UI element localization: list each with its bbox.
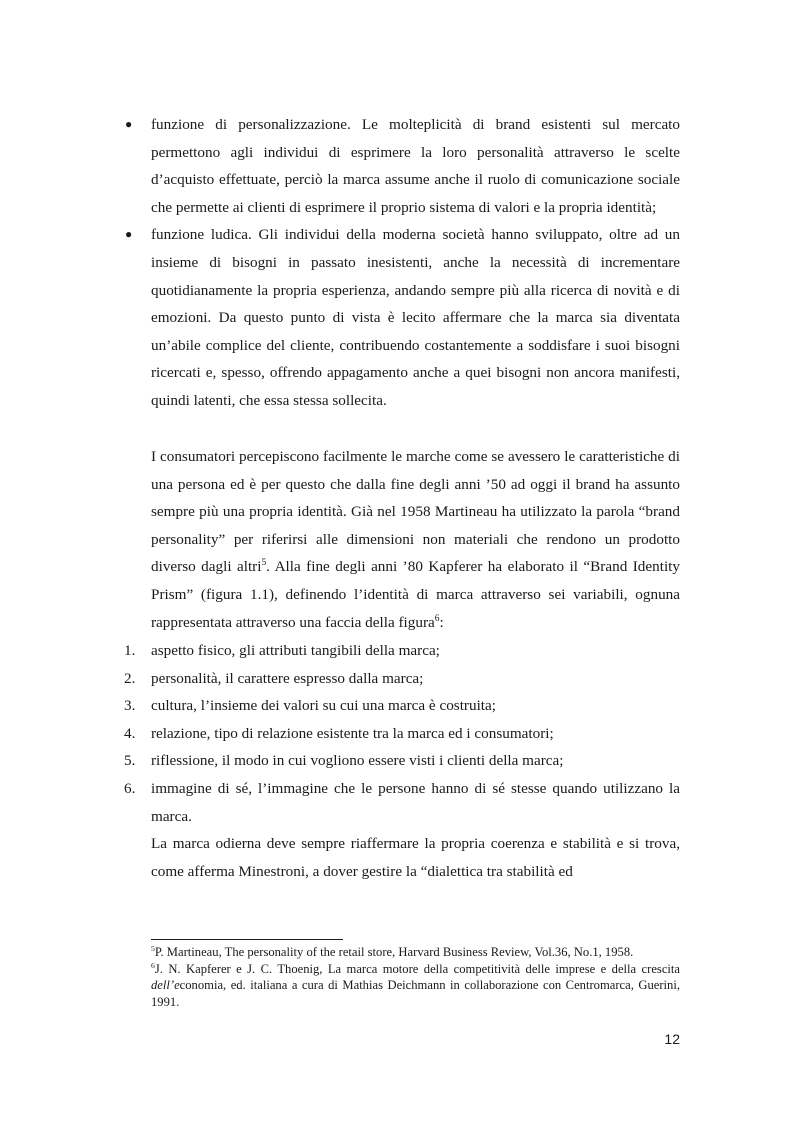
footnote-text-italic: dell’e (151, 978, 180, 992)
paragraph-text: : (439, 613, 444, 631)
list-number: 1. (124, 642, 136, 659)
numbered-list (124, 637, 680, 830)
footnote-text: conomia, ed. italiana a cura di Mathias Deichmann in collaborazione con Centromarca, Guerini, 1991. (151, 978, 680, 1009)
footnote-text: P. Martineau, The personality of the retail store, Harvard Business Review, Vol.36, No.1, 1958. (154, 945, 634, 959)
paragraph (151, 443, 680, 636)
list-number: 5. (124, 752, 136, 770)
paragraph-text: La marca odierna deve sempre riaffermare la propria coerenza e stabilità e si trova, come afferma Minestroni, a dover gestire la “dialettica tra stabilità ed (151, 835, 680, 880)
list-item (124, 775, 680, 830)
paragraph-text: . Alla fine degli anni ’80 Kapferer ha elaborato il “Brand Identity Prism” (figura 1.1), definendo l’identità di marca attraverso sei variabili, ognuna rappresentata attraverso una faccia della figura (151, 558, 680, 631)
bullet-text: funzione ludica. Gli individui della moderna società hanno sviluppato, oltre ad un insieme di bisogni in passato inesistenti, anche la necessità di incrementare quotidianamente la propria esperienza, andando sempre più alla ricerca di novità e di emozioni. Da questo punto di vista è lecito affermare che la marca sia diventata un’abile complice del cliente, contribuendo costantemente a soddisfare i suoi bisogni ricercati e, spesso, offrendo appagamento anche a quei bisogni non ancora manifesti, quindi latenti, che essa stessa sollecita. (151, 226, 680, 409)
list-item (124, 637, 680, 665)
bullet-list (125, 111, 680, 415)
list-text: aspetto fisico, gli attributi tangibili della marca; (151, 642, 440, 659)
list-number: 3. (124, 697, 136, 715)
list-item (125, 221, 680, 414)
list-text: riflessione, il modo in cui vogliono essere visti i clienti della marca; (151, 752, 564, 770)
footnote (151, 961, 680, 1011)
bullet-icon: ● (125, 227, 133, 242)
list-item (124, 747, 680, 775)
footnote-ref: 5 (261, 558, 267, 569)
list-item (125, 111, 680, 221)
footnote-ref: 6 (434, 613, 440, 624)
page-number: 12 (664, 1031, 680, 1047)
list-item (124, 665, 680, 693)
footnote-number: 5 (151, 943, 155, 953)
list-number: 4. (124, 724, 136, 742)
list-number: 2. (124, 669, 136, 687)
bullet-icon: ● (125, 117, 133, 131)
paragraph (151, 830, 680, 885)
list-text: cultura, l’insieme dei valori su cui una marca è costruita; (151, 697, 496, 715)
list-item (124, 720, 680, 748)
footnote (151, 944, 680, 961)
footnote-text: J. N. Kapferer e J. C. Thoenig, La marca motore della competitività delle imprese e della crescita (154, 961, 680, 976)
list-item (124, 692, 680, 720)
list-number: 6. (124, 779, 136, 797)
footnote-number: 6 (151, 960, 155, 970)
bullet-text: funzione di personalizzazione. Le molteplicità di brand esistenti sul mercato permettono agli individui di esprimere la loro personalità attraverso le scelte d’acquisto effettuate, perciò la marca assume anche il ruolo di comunicazione sociale che permette ai clienti di esprimere il proprio sistema di valori e la propria identità; (151, 116, 680, 216)
list-text: personalità, il carattere espresso dalla marca; (151, 669, 424, 687)
list-text: immagine di sé, l’immagine che le persone hanno di sé stesse quando utilizzano la marca. (151, 779, 680, 825)
footnotes (151, 944, 680, 1010)
list-text: relazione, tipo di relazione esistente tra la marca ed i consumatori; (151, 724, 554, 742)
paragraph-text: I consumatori percepiscono facilmente le marche come se avessero le caratteristiche di una persona ed è per questo che dalla fine degli anni ’50 ad oggi il brand ha assunto sempre più una propria identità. Già nel 1958 Martineau ha utilizzato la parola “brand personality” per riferirsi alle dimensioni non materiali che rendono un prodotto diverso dagli altri (151, 448, 680, 576)
footnote-separator (151, 939, 343, 940)
